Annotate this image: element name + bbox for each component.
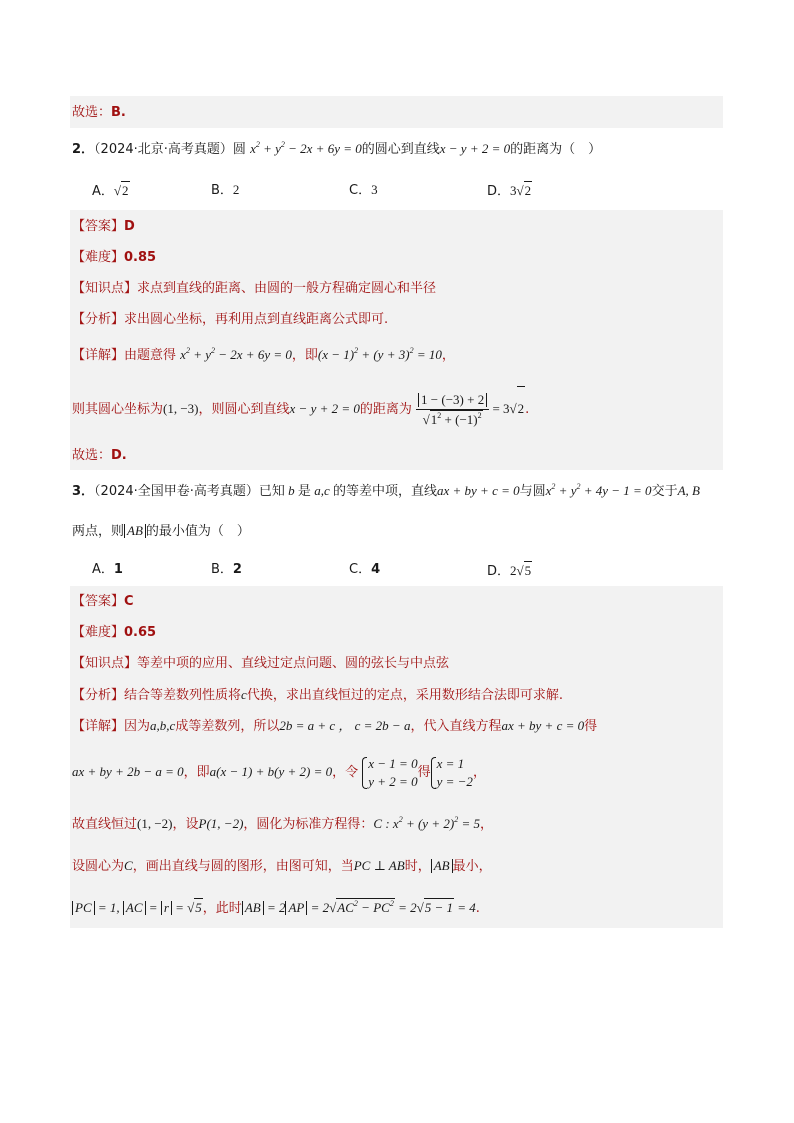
q2-option-a[interactable]: A．√2 bbox=[92, 183, 129, 199]
q2-detail-line2: 则其圆心坐标为(1, −3)，则圆心到直线x − y + 2 = 0的距离为 $\frac{1 - (-3) + 2}{√1^2 + (-1)^2}$ = 3√2. bbox=[72, 386, 529, 432]
q2-option-d[interactable]: D．3√2 bbox=[487, 183, 532, 199]
q3-detail-line2: ax + by + 2b − a = 0，即a(x − 1) + b(y + 2) = 0，令 x − 1 = 0 y + 2 = 0 得 x = 1 y = −2 ， bbox=[72, 755, 486, 789]
q3-detail-line1: 【详解】因为a,b,c成等差数列，所以2b = a + c ， c = 2b − a，代入直线方程ax + by + c = 0得 bbox=[72, 718, 598, 734]
q2-line-equation: x − y + 2 = 0 bbox=[439, 141, 511, 156]
q3-option-d[interactable]: D．2√5 bbox=[487, 563, 532, 579]
q2-analysis: 【分析】求出圆心坐标，再利用点到直线距离公式即可. bbox=[72, 312, 389, 327]
q2-stem: 2．（2024·北京·高考真题）圆 $x^2 + y^2 - 2x + 6y = 0$的圆心到直线x − y + 2 = 0的距离为（ ） bbox=[72, 140, 602, 157]
q2-detail-line1: 【详解】由题意得 $x^2 + y^2 - 2x + 6y = 0$，即$(x - 1)^2 + (y + 3)^2 = 10$， bbox=[72, 346, 455, 363]
q3-detail-line4: 设圆心为C，画出直线与圆的图形，由图可知，当PC ⊥ AB时， AB 最小， bbox=[72, 858, 492, 874]
q3-stem-line2: 两点，则 AB 的最小值为（ ） bbox=[72, 523, 250, 539]
q3-option-a[interactable]: A．1 bbox=[92, 562, 123, 577]
q2-difficulty: 【难度】0.85 bbox=[72, 250, 157, 265]
q3-option-c[interactable]: C．4 bbox=[349, 562, 381, 577]
q2-knowledge: 【知识点】求点到直线的距离、由圆的一般方程确定圆心和半径 bbox=[72, 281, 437, 296]
q3-system-1: x − 1 = 0 y + 2 = 0 bbox=[362, 755, 417, 791]
q3-detail-line5: PC = 1, AC = r = √5，此时 AB = 2 AP = $2√AC^2 - PC^2 = 2√5 - 1 = 4$. bbox=[72, 898, 480, 918]
q2-option-c[interactable]: C．3 bbox=[349, 182, 378, 198]
q3-difficulty: 【难度】0.65 bbox=[72, 625, 157, 640]
q2-circle-equation: $x^2 + y^2 - 2x + 6y = 0$ bbox=[250, 140, 362, 156]
q2-final-answer: 故选：D. bbox=[72, 448, 127, 463]
q1-final-answer: 故选：B. bbox=[72, 105, 126, 120]
q3-option-b[interactable]: B．2 bbox=[211, 562, 242, 577]
q3-knowledge: 【知识点】等差中项的应用、直线过定点问题、圆的弦长与中点弦 bbox=[72, 656, 450, 671]
q2-distance-fraction: $\frac{1 - (-3) + 2}{√1^2 + (-1)^2}$ bbox=[416, 391, 489, 429]
q3-detail-line3: 故直线恒过(1, −2)，设P(1, −2)，圆化为标准方程得：C : $x^2 + (y + 2)^2 = 5$， bbox=[72, 815, 493, 832]
q3-stem-line1: 3．（2024·全国甲卷·高考真题）已知 b 是 a,c 的等差中项，直线ax + by + c = 0与圆$x^2 + y^2 + 4y - 1 = 0$交于A, B bbox=[72, 482, 700, 499]
q3-system-2: x = 1 y = −2 bbox=[431, 755, 473, 791]
q3-answer: 【答案】C bbox=[72, 594, 134, 609]
q1-answer-block bbox=[70, 96, 723, 128]
q2-answer: 【答案】D bbox=[72, 219, 135, 234]
q2-option-b[interactable]: B．2 bbox=[211, 182, 240, 198]
q3-analysis: 【分析】结合等差数列性质将c代换，求出直线恒过的定点，采用数形结合法即可求解. bbox=[72, 687, 563, 703]
